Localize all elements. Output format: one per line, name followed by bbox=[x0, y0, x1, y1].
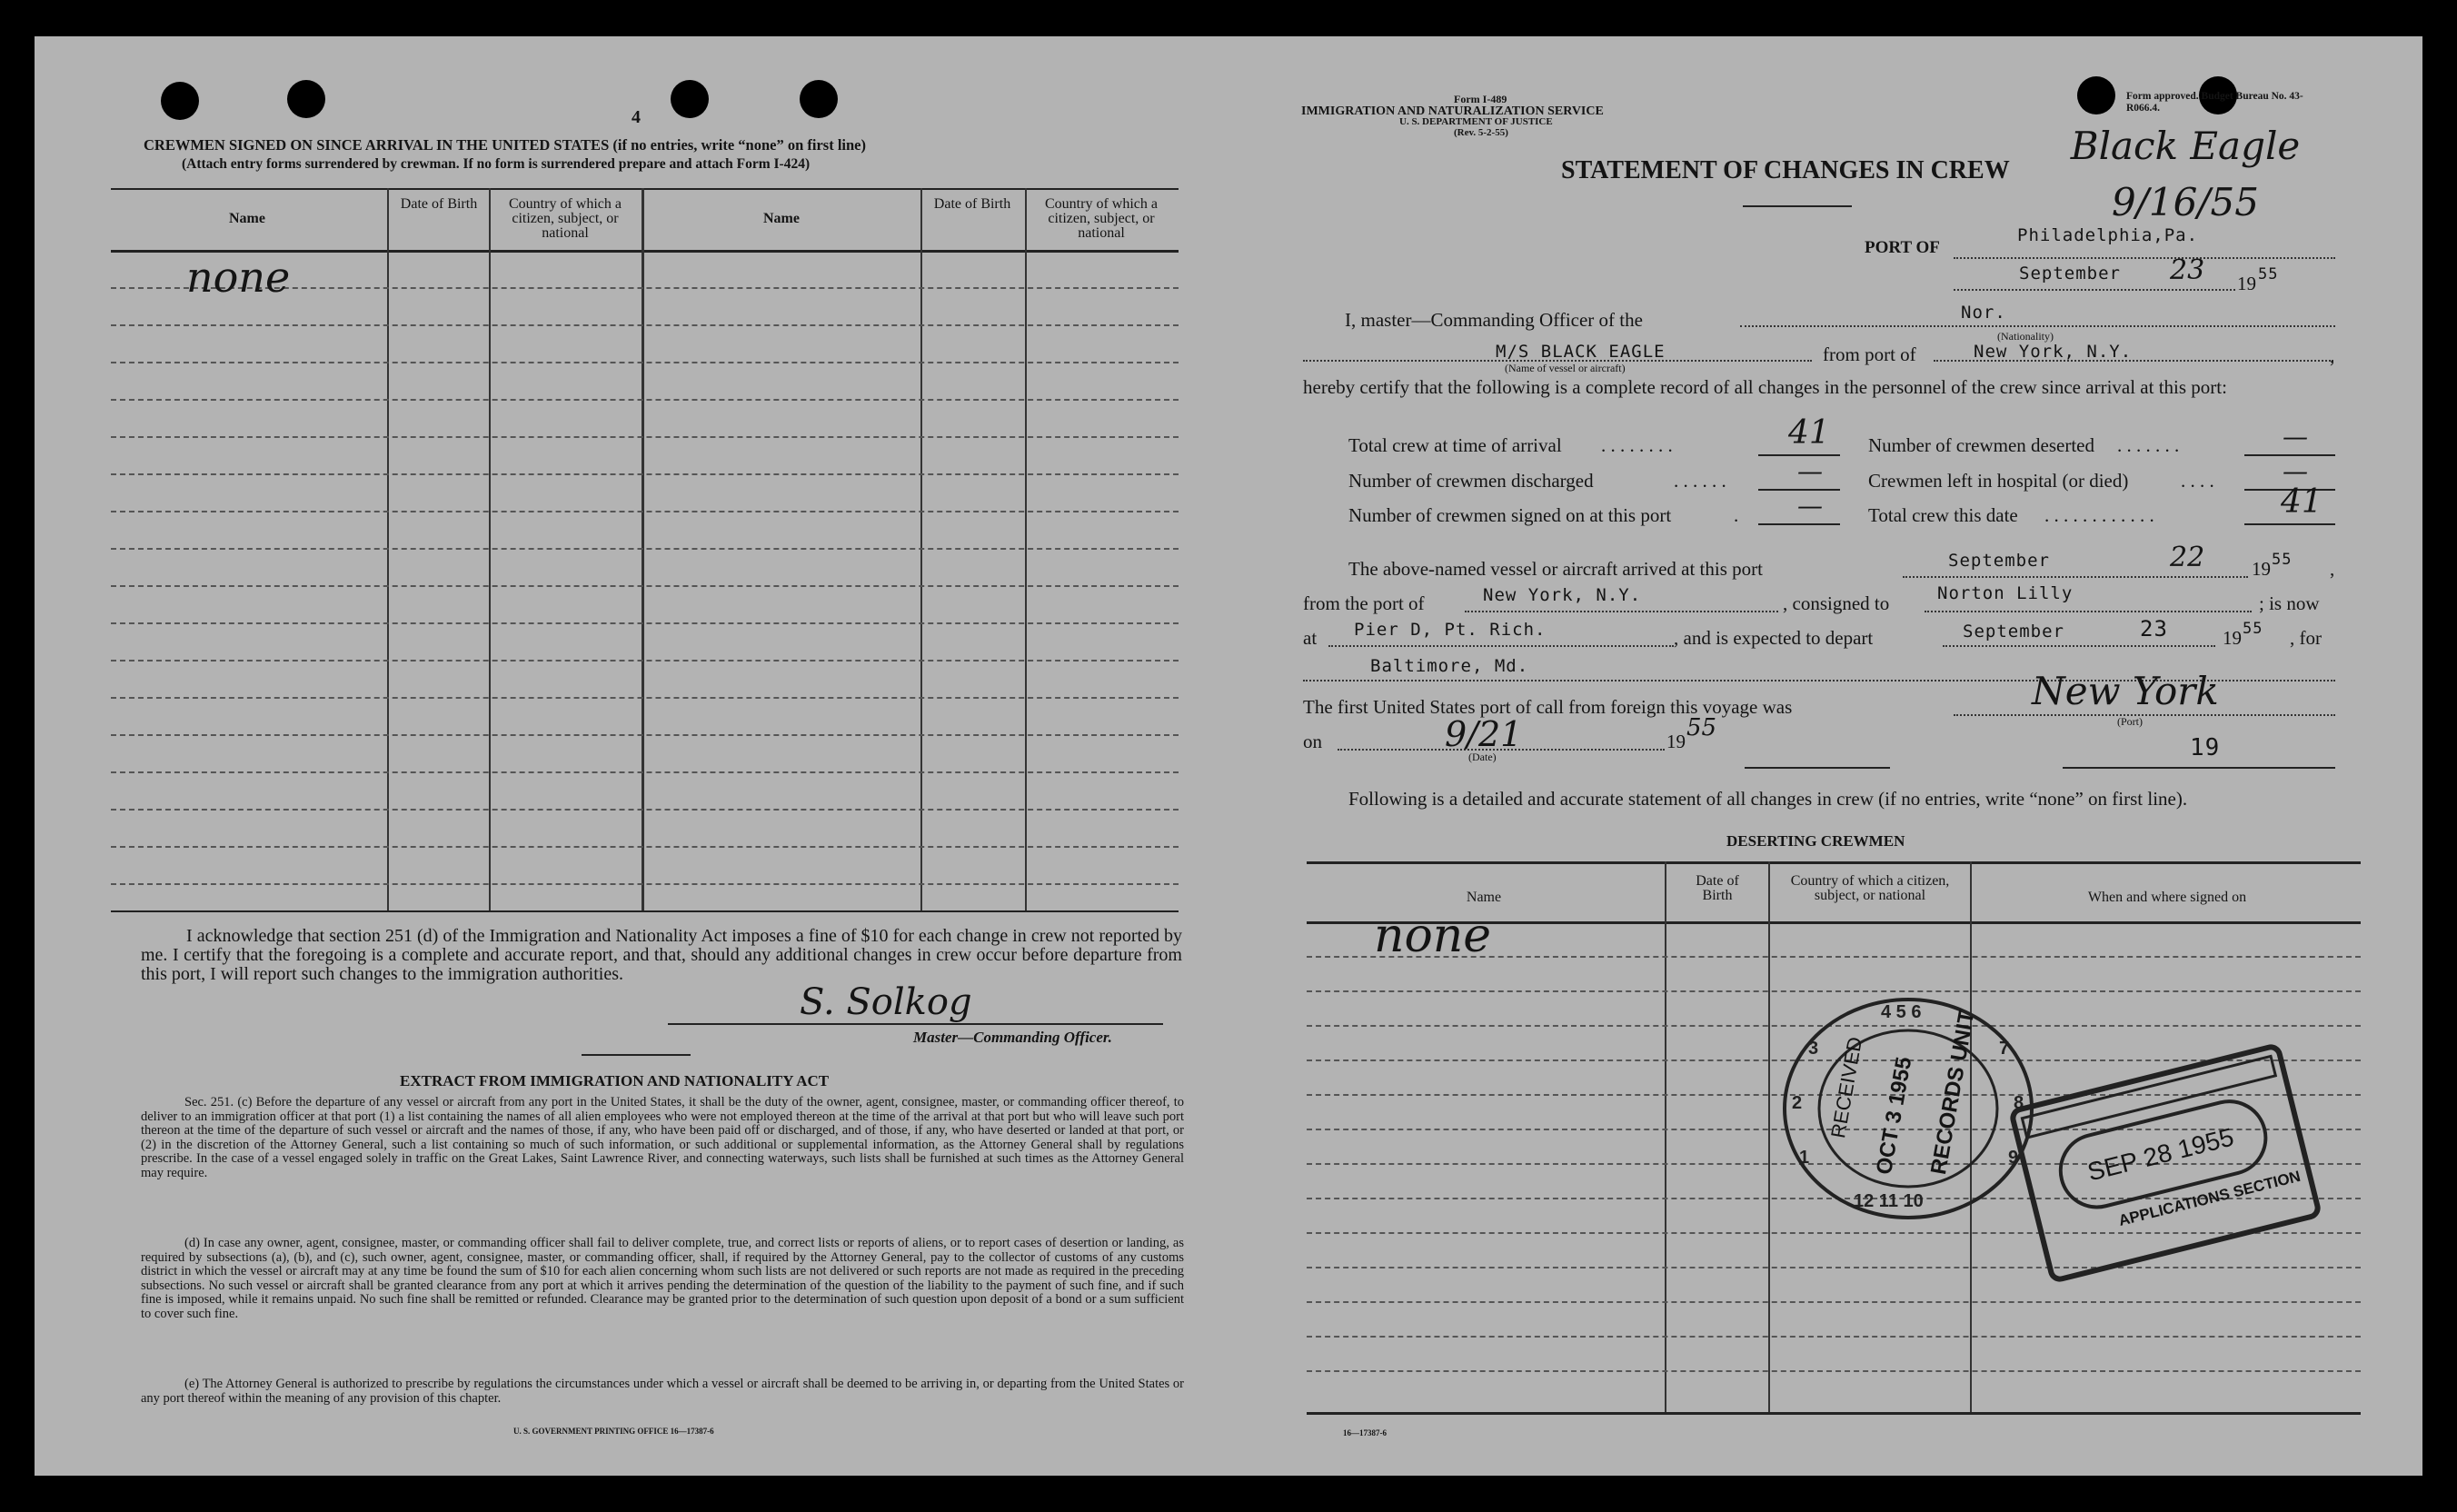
port-label: PORT OF bbox=[1865, 238, 1940, 257]
budget-approval: Form approved. Budget Bureau No. 43-R066.4. bbox=[2126, 91, 2303, 114]
port-caption: (Port) bbox=[2117, 715, 2143, 728]
signed-on-value: — bbox=[1797, 491, 1823, 521]
received-stamp bbox=[1772, 990, 2044, 1227]
nationality-caption: (Nationality) bbox=[1997, 330, 2054, 343]
col-header-name-2: Name bbox=[763, 211, 800, 226]
is-now-label: ; is now bbox=[2259, 592, 2320, 614]
svg-text:4 5 6: 4 5 6 bbox=[1881, 1002, 1922, 1022]
deserted-label: Number of crewmen deserted bbox=[1868, 434, 2094, 456]
arrived-text: The above-named vessel or aircraft arrived at this port bbox=[1348, 558, 1763, 580]
for-label: , for bbox=[2290, 627, 2322, 649]
svg-text:2: 2 bbox=[1792, 1093, 1803, 1113]
col-header-name: Name bbox=[1466, 890, 1502, 905]
total-today-value: 41 bbox=[2281, 483, 2323, 521]
on-date: 9/21 bbox=[1445, 714, 1523, 754]
first-port-value: New York bbox=[2032, 669, 2219, 713]
stamp-received-date: OCT 3 1955 bbox=[1872, 1055, 1917, 1177]
handwritten-vessel-note: Black Eagle 9/16/55 bbox=[2070, 124, 2301, 224]
at-label: at bbox=[1303, 627, 1318, 649]
revision: (Rev. 5-2-55) bbox=[1454, 127, 1508, 138]
on-year: 55 bbox=[1686, 714, 1717, 741]
svg-text:9: 9 bbox=[2008, 1148, 2019, 1168]
agency: IMMIGRATION AND NATURALIZATION SERVICE bbox=[1301, 104, 1604, 118]
col-header-country-2: Country of which a citizen, subject, or national bbox=[1045, 196, 1158, 241]
date-year-prefix: 19 bbox=[2237, 273, 2256, 294]
svg-text:12 11 10: 12 11 10 bbox=[1854, 1191, 1924, 1211]
stamp-sep-date: SEP 28 1955 bbox=[2084, 1122, 2237, 1187]
extract-title: EXTRACT FROM IMMIGRATION AND NATIONALITY ACT bbox=[400, 1072, 830, 1089]
arrived-day: 22 bbox=[2170, 542, 2205, 573]
nationality: Nor. bbox=[1961, 303, 2006, 323]
deserting-title: DESERTING CREWMEN bbox=[1726, 832, 1905, 850]
arrived-month: September bbox=[1948, 551, 2050, 571]
form-title: STATEMENT OF CHANGES IN CREW bbox=[1561, 156, 2010, 184]
punch-hole bbox=[287, 80, 325, 118]
date-month: September bbox=[2019, 264, 2121, 284]
first-port-text: The first United States port of call from foreign this voyage was bbox=[1303, 696, 1793, 718]
hospital-value: — bbox=[2283, 456, 2308, 486]
section-title: CREWMEN SIGNED ON SINCE ARRIVAL IN THE UNITED STATES (if no entries, write “none” on first line) bbox=[144, 136, 866, 154]
total-arrival-label: Total crew at time of arrival bbox=[1348, 434, 1562, 456]
punch-hole bbox=[671, 80, 709, 118]
consigned-value: Norton Lilly bbox=[1937, 583, 2074, 603]
on-label: on bbox=[1303, 731, 1322, 752]
acknowledgement-text: I acknowledge that section 251 (d) of the Immigration and Nationality Act imposes a fine of $10 for each change in crew not reported by me. I certify that the foregoing is a complete and accurate report, and that, should any additional changes in crew occur before departure from this port, I will report such changes to the immigration authorities. bbox=[141, 926, 1182, 984]
svg-text:7: 7 bbox=[1999, 1039, 2010, 1059]
on-year-prefix: 19 bbox=[1666, 731, 1686, 752]
section-251-c: Sec. 251. (c) Before the departure of any vessel or aircraft from any port in the United States, it shall be the duty of the owner, agent, consignee, master, or commanding officer thereof, to deliver to an immigration officer at that port (1) a list containing the names of all alien employees who were not employed thereon at the time of the arrival at that port but who will leave such port thereon at the time of the departure of such vessel or aircraft and the names of those, if any, who have been paid off or discharged, and of those, if any, who have deserted or landed at that port, or (2) in the discretion of the Attorney General, such a list containing so much of such information, or such additional or supplemental information, as the Attorney General shall by regulations prescribe. In the case of a vessel engaged solely in traffic on the Great Lakes, Saint Lawrence River, and connecting waterways, such lists shall be furnished at such times as the Attorney General may require. bbox=[141, 1095, 1184, 1180]
following-text: Following is a detailed and accurate statement of all changes in crew (if no entries, write “none” on first line). bbox=[1348, 788, 2188, 810]
handwritten-none: none bbox=[1374, 909, 1492, 963]
section-251-d: (d) In case any owner, agent, consignee, master, or commanding officer shall fail to deliver complete, true, and correct lists or reports of aliens, or to report cases of desertion or landing, as required by subsections (a), (b), and (c), such owner, agent, consignee, master, or commanding officer, shall, if required by the Attorney General, pay to the collector of customs of any customs district in which the vessel or aircraft may at any time be found the sum of $10 for each alien concerning whom such lists are not delivered or such reports are not made as required in the preceding subsections. No such vessel or aircraft shall be granted clearance from any port at which it arrives pending the determination of the question of the liability to the payment of such fine, and if such fine is imposed, while it remains unpaid. No such fine shall be remitted or refunded. Clearance may be granted prior to the determination of such question upon deposit of a bond or a sum sufficient to cover such fine. bbox=[141, 1236, 1184, 1321]
total-today-label: Total crew this date bbox=[1868, 504, 2018, 526]
date-caption: (Date) bbox=[1468, 751, 1497, 763]
depart-month: September bbox=[1963, 622, 2064, 642]
col-header-dob: Date of Birth bbox=[1696, 873, 1739, 903]
stamp-received-text: RECEIVED bbox=[1826, 1035, 1867, 1140]
arrived-year: 55 bbox=[2272, 551, 2293, 569]
col-header-when: When and where signed on bbox=[2087, 890, 2247, 905]
col-header-country: Country of which a citizen, subject, or national bbox=[509, 196, 622, 241]
page-number: 4 bbox=[632, 107, 641, 127]
stamp-applications-text: APPLICATIONS SECTION bbox=[2116, 1167, 2303, 1229]
certify-text: hereby certify that the following is a complete record of all changes in the personnel of the crew since arrival at this port: bbox=[1303, 376, 2227, 398]
depart-year: 55 bbox=[2243, 620, 2263, 638]
port-value: Philadelphia,Pa. bbox=[2017, 225, 2199, 245]
destination: Baltimore, Md. bbox=[1370, 656, 1529, 676]
svg-text:8: 8 bbox=[2014, 1093, 2024, 1113]
signature-caption: Master—Commanding Officer. bbox=[913, 1029, 1112, 1046]
nineteen-mark: 19 bbox=[2190, 734, 2221, 761]
svg-text:1: 1 bbox=[1799, 1148, 1810, 1168]
punch-hole bbox=[800, 80, 838, 118]
left-footer: U. S. GOVERNMENT PRINTING OFFICE 16—17387-6 bbox=[513, 1427, 714, 1436]
col-header-name: Name bbox=[229, 211, 265, 226]
section-note: (Attach entry forms surrendered by crewman. If no form is surrendered prepare and attach Form I-424) bbox=[182, 156, 811, 172]
right-footer: 16—17387-6 bbox=[1343, 1428, 1387, 1437]
col-header-dob: Date of Birth bbox=[400, 196, 478, 212]
from-port-of-value: New York, N.Y. bbox=[1483, 585, 1642, 605]
form-number: Form I-489 bbox=[1454, 93, 1507, 105]
depart-day: 23 bbox=[2140, 616, 2168, 642]
arrived-year-prefix: 19 bbox=[2252, 558, 2271, 580]
punch-hole bbox=[2077, 76, 2115, 114]
date-year: 55 bbox=[2258, 265, 2279, 284]
from-port-value: New York, N.Y. bbox=[1974, 342, 2133, 362]
section-251-e: (e) The Attorney General is authorized to prescribe by regulations the circumstances under which a vessel or aircraft shall be deemed to be arriving in, or departing from the United States or any port thereof within the meaning of any provision of this chapter. bbox=[141, 1377, 1184, 1406]
depart-year-prefix: 19 bbox=[2223, 627, 2242, 649]
vessel-name: M/S BLACK EAGLE bbox=[1496, 342, 1666, 362]
col-header-dob-2: Date of Birth bbox=[933, 196, 1011, 212]
vessel-caption: (Name of vessel or aircraft) bbox=[1505, 362, 1626, 374]
at-value: Pier D, Pt. Rich. bbox=[1354, 620, 1547, 640]
deserted-value: — bbox=[2283, 422, 2308, 452]
hospital-label: Crewmen left in hospital (or died) bbox=[1868, 470, 2129, 492]
punch-hole bbox=[161, 82, 199, 120]
from-port-label: from port of bbox=[1823, 343, 1916, 365]
discharged-label: Number of crewmen discharged bbox=[1348, 470, 1594, 492]
discharged-value: — bbox=[1797, 456, 1823, 486]
stamp-records-unit: RECORDS UNIT bbox=[1926, 1009, 1980, 1177]
consigned-label: , consigned to bbox=[1783, 592, 1890, 614]
svg-text:3: 3 bbox=[1808, 1039, 1819, 1059]
handwritten-none: none bbox=[186, 253, 291, 302]
department: U. S. DEPARTMENT OF JUSTICE bbox=[1399, 116, 1553, 127]
col-header-country: Country of which a citizen, subject, or national bbox=[1790, 873, 1950, 903]
master-text: I, master—Commanding Officer of the bbox=[1345, 309, 1643, 331]
total-arrival-value: 41 bbox=[1788, 414, 1830, 452]
expected-label: , and is expected to depart bbox=[1674, 627, 1874, 649]
date-day: 23 bbox=[2170, 254, 2205, 286]
from-port-of-label: from the port of bbox=[1303, 592, 1425, 614]
signed-on-label: Number of crewmen signed on at this port bbox=[1348, 504, 1672, 526]
comma: , bbox=[2330, 558, 2335, 580]
comma: , bbox=[2330, 345, 2335, 367]
master-signature: S. Solkog bbox=[800, 981, 972, 1023]
